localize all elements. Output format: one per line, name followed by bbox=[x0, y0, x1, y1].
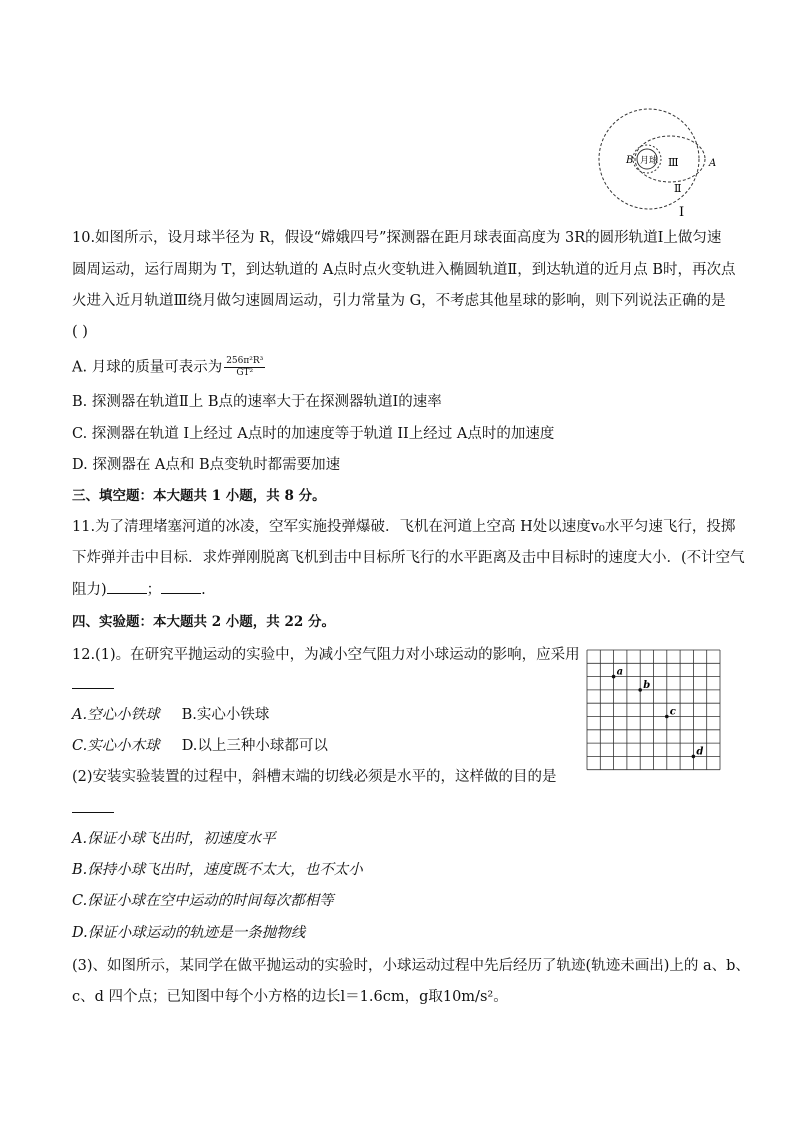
q12-part2-option-c[interactable]: C.保证小球在空中运动的时间每次都相等 bbox=[72, 893, 334, 909]
q10-answer-paren: ( ) bbox=[72, 324, 88, 340]
section3-heading: 三、填空题：本大题共 1 小题，共 8 分。 bbox=[72, 488, 326, 504]
q12-part1-options-row2 bbox=[72, 736, 328, 756]
q11-line2: 下炸弹并击中目标．求炸弹刚脱离飞机到击中目标所飞行的水平距离及击中目标时的速度大小．(不计空气 bbox=[72, 550, 745, 566]
q11-line3 bbox=[72, 579, 206, 600]
q12-part1-options-row1 bbox=[72, 705, 269, 725]
q12-part1-blank[interactable] bbox=[72, 676, 114, 689]
q12-part1-option-c[interactable]: C.实心小木球 bbox=[72, 738, 160, 754]
q12-part1-option-b[interactable]: B.实心小铁球 bbox=[181, 707, 270, 723]
q12-part1-option-d[interactable]: D.以上三种小球都可以 bbox=[181, 738, 328, 754]
q12-part2-option-d[interactable]: D.保证小球运动的轨迹是一条抛物线 bbox=[72, 925, 306, 941]
q10-line1: 10.如图所示，设月球半径为 R，假设“嫦娥四号”探测器在距月球表面高度为 3R的圆形轨道Ⅰ上做匀速 bbox=[72, 230, 722, 246]
q12-part1: 12.(1)。在研究平抛运动的实验中，为减小空气阻力对小球运动的影响，应采用 bbox=[72, 647, 580, 663]
q10-option-c[interactable]: C. 探测器在轨道 I上经过 A点时的加速度等于轨道 II上经过 A点时的加速度 bbox=[72, 426, 555, 442]
q12-part2-option-a[interactable]: A.保证小球飞出时，初速度水平 bbox=[72, 831, 276, 847]
q11-blank-2[interactable] bbox=[161, 579, 201, 594]
grid-point-label-b: b bbox=[643, 679, 651, 691]
orbit-diagram bbox=[592, 108, 722, 220]
q10-option-a[interactable] bbox=[72, 356, 265, 379]
q10-line2: 圆周运动，运行周期为 T，到达轨道的 A点时点火变轨进入椭圆轨道Ⅱ，到达轨道的近月点 B时，再次点 bbox=[72, 262, 736, 278]
q11-line3-end: . bbox=[201, 582, 206, 598]
label-I: Ⅰ bbox=[679, 205, 685, 220]
mass-fraction bbox=[224, 356, 265, 379]
grid-point-a bbox=[612, 675, 616, 679]
label-III: Ⅲ bbox=[668, 156, 679, 169]
label-moon: 月球 bbox=[640, 156, 659, 166]
q11-blank-1[interactable] bbox=[107, 579, 147, 594]
label-B: B bbox=[626, 155, 634, 166]
label-II: Ⅱ bbox=[674, 182, 682, 195]
grid-point-d bbox=[692, 755, 696, 759]
q10-option-d[interactable]: D. 探测器在 A点和 B点变轨时都需要加速 bbox=[72, 457, 341, 473]
section4-heading: 四、实验题：本大题共 2 小题，共 22 分。 bbox=[72, 614, 335, 630]
q12-part1-option-a[interactable]: A.空心小铁球 bbox=[72, 707, 160, 723]
grid-point-c bbox=[665, 715, 669, 719]
q12-part2-blank[interactable] bbox=[72, 800, 114, 813]
q12-part2: (2)安装实验装置的过程中，斜槽末端的切线必须是水平的，这样做的目的是 bbox=[72, 769, 557, 785]
q11-line1: 11.为了清理堵塞河道的冰凌，空军实施投弹爆破．飞机在河道上空高 H处以速度v₀水平匀速飞行，投掷 bbox=[72, 519, 736, 535]
q12-part2-option-b[interactable]: B.保持小球飞出时，速度既不太大，也不太小 bbox=[72, 862, 363, 878]
grid-point-label-a: a bbox=[616, 666, 624, 678]
q10-option-b[interactable]: B. 探测器在轨道Ⅱ上 B点的速率大于在探测器轨道Ⅰ的速率 bbox=[72, 394, 442, 410]
trajectory-grid-diagram bbox=[585, 648, 721, 774]
grid-point-b bbox=[638, 688, 642, 692]
mass-fraction-denominator: GT² bbox=[236, 368, 254, 378]
q12-part3-line1: (3)、如图所示，某同学在做平抛运动的实验时，小球运动过程中先后经历了轨迹(轨迹未画出)上的 a、b、 bbox=[72, 958, 750, 974]
grid-points bbox=[612, 667, 704, 759]
grid-point-label-c: c bbox=[669, 706, 676, 718]
label-A: A bbox=[709, 158, 717, 169]
q12-part3-line2: c、d 四个点；已知图中每个小方格的边长l＝1.6cm，g取10m/s²。 bbox=[72, 989, 508, 1005]
grid-point-label-d: d bbox=[696, 746, 704, 758]
q11-line3-start: 阻力) bbox=[72, 582, 107, 598]
q10-option-a-text: A. 月球的质量可表示为 bbox=[72, 359, 223, 376]
q11-separator: ； bbox=[146, 582, 162, 598]
mass-fraction-numerator: 256π²R³ bbox=[226, 356, 264, 366]
q10-line3: 火进入近月轨道Ⅲ绕月做匀速圆周运动，引力常量为 G，不考虑其他星球的影响，则下列说法正确的是 bbox=[72, 293, 726, 309]
